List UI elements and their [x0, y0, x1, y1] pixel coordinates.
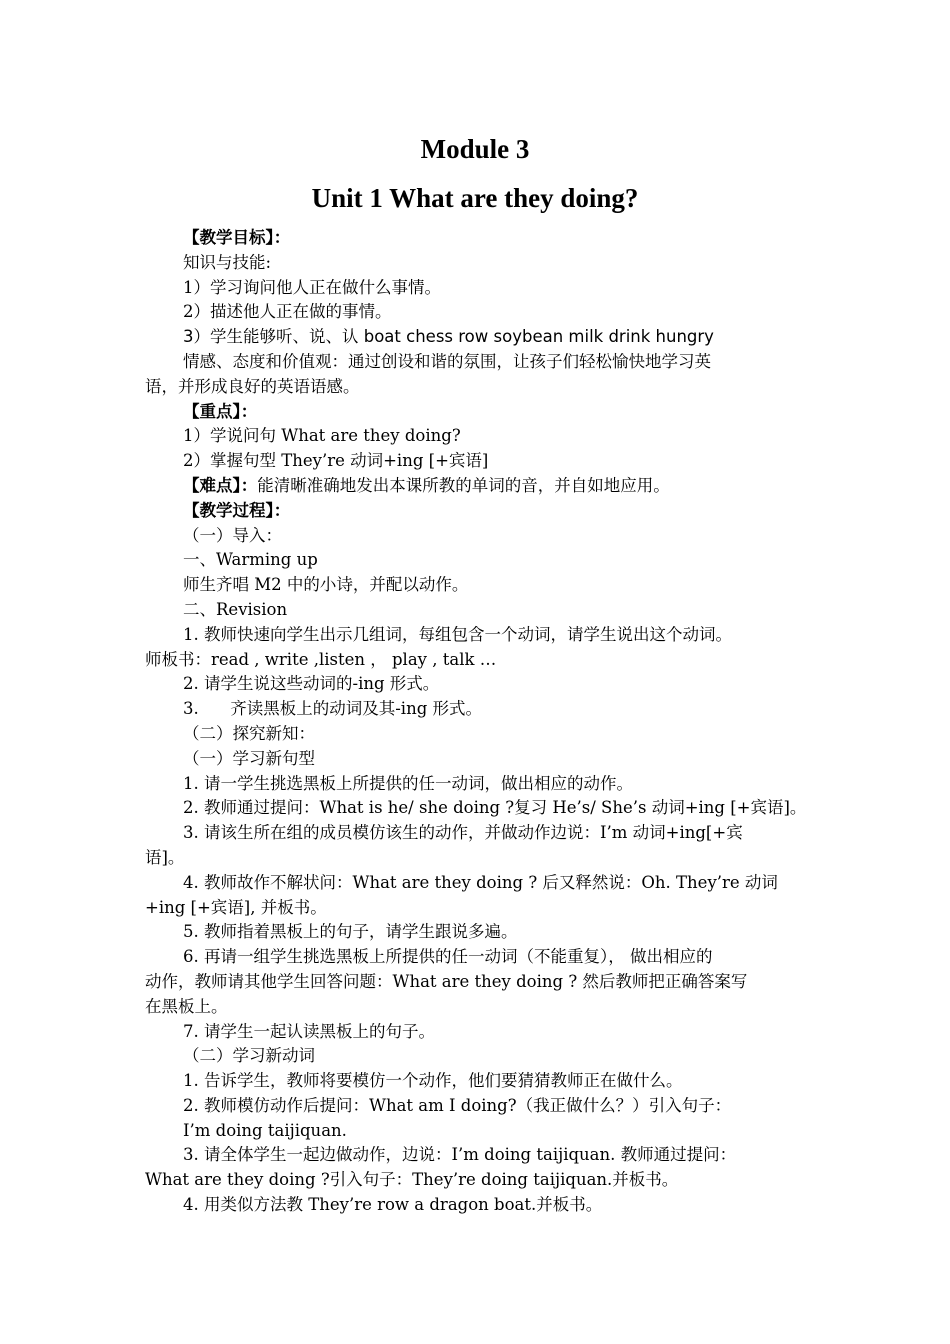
- paragraph-line: 2）描述他人正在做的事情。: [183, 302, 392, 322]
- paragraph-line: What are they doing ?引入句子：They’re doing taijiquan.并板书。: [145, 1170, 679, 1190]
- objectives-heading: 【教学目标】：: [183, 228, 291, 247]
- paragraph-line: 动作，教师请其他学生回答问题：What are they doing ? 然后教师把正确答案写: [145, 971, 748, 991]
- paragraph-line: 2. 请学生说这些动词的-ing 形式。: [183, 674, 440, 694]
- paragraph-line: 1）学习询问他人正在做什么事情。: [183, 277, 441, 297]
- paragraph-line: 语，并形成良好的英语语感。: [145, 376, 360, 396]
- paragraph-line: +ing [+宾语], 并板书。: [145, 897, 327, 917]
- key-points-heading: 【重点】：: [183, 401, 258, 421]
- paragraph-line: 一、Warming up: [183, 550, 318, 570]
- paragraph-line: 1. 告诉学生，教师将要模仿一个动作，他们要猜猜教师正在做什么。: [183, 1071, 683, 1091]
- paragraph-line: 3. 请全体学生一起边做动作，边说：I’m doing taijiquan. 教师通过提问：: [183, 1145, 737, 1165]
- paragraph-line: 在黑板上。: [145, 996, 228, 1016]
- paragraph-line: 6. 再请一组学生挑选黑板上所提供的任一动词（不能重复）， 做出相应的: [183, 947, 713, 967]
- paragraph-line: 二、Revision: [183, 599, 288, 619]
- paragraph-line: （一）学习新句型: [183, 748, 315, 768]
- paragraph-line: 2）掌握句型 They’re 动词+ing [+宾语]: [183, 451, 489, 471]
- paragraph-line: 师生齐唱 M2 中的小诗，并配以动作。: [183, 575, 469, 595]
- paragraph-line: 4. 教师故作不解状问：What are they doing ? 后又释然说：Oh. They’re 动词: [183, 872, 778, 892]
- difficulty-heading: 【难点】：: [183, 475, 258, 495]
- paragraph-line: 2. 教师模仿动作后提问：What am I doing?（我正做什么？）引入句子：: [183, 1095, 732, 1115]
- paragraph-line: 1）学说问句 What are they doing?: [183, 426, 461, 446]
- paragraph-line: （二）学习新动词: [183, 1046, 315, 1066]
- paragraph-line: 师板书：read , write ,listen ， play , talk …: [145, 649, 497, 669]
- paragraph-line: 3. 请该生所在组的成员模仿该生的动作，并做动作边说：I’m 动词+ing[+宾: [183, 823, 743, 843]
- paragraph-line: I’m doing taijiquan.: [183, 1120, 347, 1140]
- paragraph-line: 7. 请学生一起认读黑板上的句子。: [183, 1021, 435, 1041]
- paragraph-line: 1. 请一学生挑选黑板上所提供的任一动词，做出相应的动作。: [183, 773, 633, 793]
- paragraph-line: （一）导入：: [183, 525, 282, 545]
- paragraph-line: 1. 教师快速向学生出示几组词，每组包含一个动词，请学生说出这个动词。: [183, 624, 732, 644]
- difficulty-text: 能清晰准确地发出本课所教的单词的音，并自如地应用。: [257, 475, 670, 495]
- paragraph-line: 3）学生能够听、说、认 boat chess row soybean milk drink hungry: [183, 327, 714, 347]
- paragraph-line: 语]。: [145, 847, 185, 867]
- paragraph-line: 3. 齐读黑板上的动词及其-ing 形式。: [183, 699, 482, 719]
- paragraph-line: 2. 教师通过提问：What is he/ she doing ?复习 He’s/ She’s 动词+ing [+宾语]。: [183, 798, 807, 818]
- paragraph-line: 5. 教师指着黑板上的句子，请学生跟说多遍。: [183, 922, 518, 942]
- difficulty-line: [145, 474, 805, 499]
- paragraph-line: 知识与技能:: [183, 252, 272, 272]
- paragraph-line: （二）探究新知：: [183, 723, 315, 743]
- document-body: [145, 226, 805, 1218]
- paragraph-line: 4. 用类似方法教 They’re row a dragon boat.并板书。: [183, 1195, 603, 1215]
- document-title: Module 3: [420, 134, 530, 164]
- paragraph-line: 情感、态度和价值观：通过创设和谐的氛围，让孩子们轻松愉快地学习英: [183, 351, 711, 371]
- process-heading: 【教学过程】：: [183, 500, 291, 520]
- document-subtitle: Unit 1 What are they doing?: [311, 183, 639, 213]
